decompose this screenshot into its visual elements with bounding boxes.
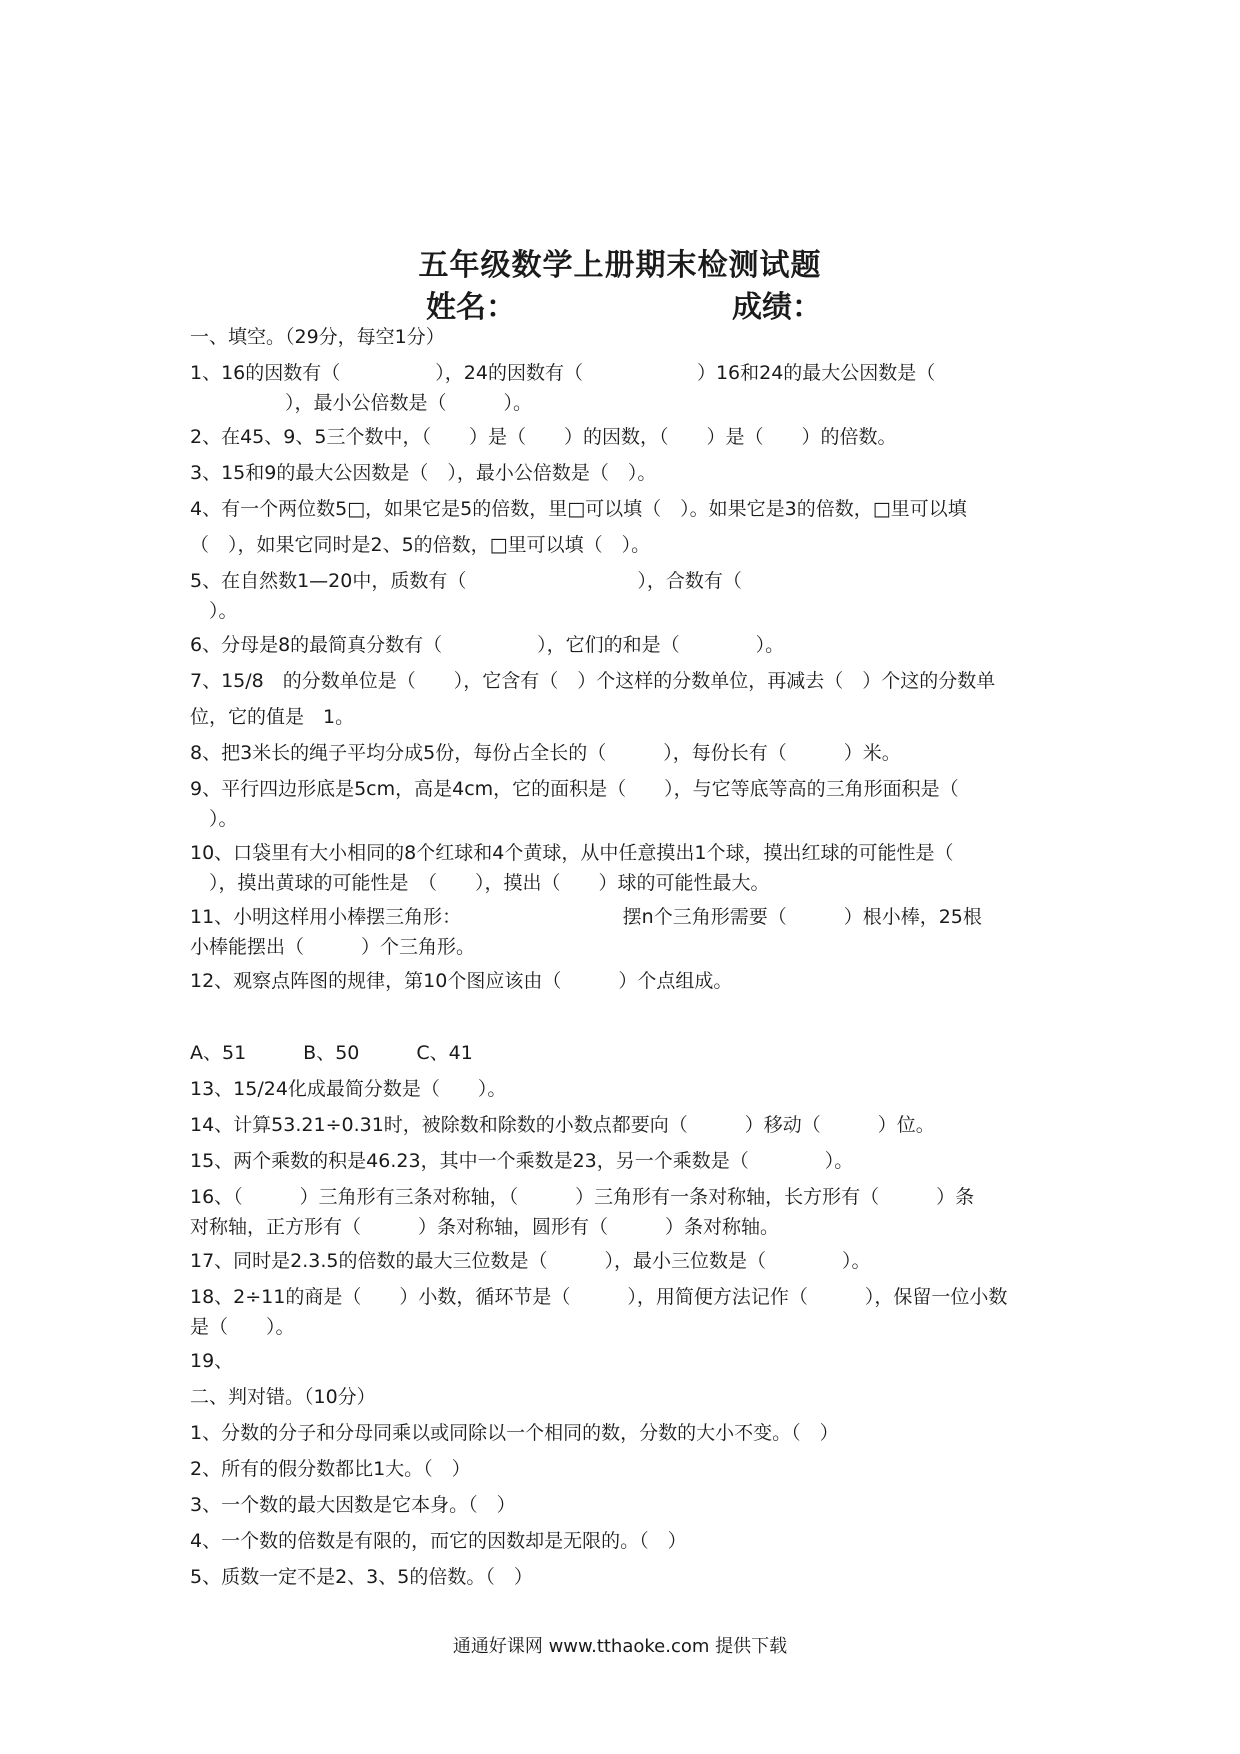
section-heading: 二、判对错。（10分） [190,1386,376,1408]
question-line: 2、在45、9、5三个数中，（ ）是（ ）的因数，（ ）是（ ）的倍数。 [190,426,897,448]
question-line: 是（ ）。 [190,1316,295,1338]
name-label: 姓名： [426,290,516,325]
question-line: ），最小公倍数是（ ）。 [190,392,533,414]
question-line: 6、分母是8的最简真分数有（ ），它们的和是（ ）。 [190,634,785,656]
question-line: 17、同时是2.3.5的倍数的最大三位数是（ ），最小三位数是（ ）。 [190,1250,871,1272]
question-line: 5、在自然数1—20中，质数有（ ），合数有（ [190,570,742,592]
question-line: ），摸出黄球的可能性是 （ ），摸出（ ）球的可能性最大。 [190,872,770,894]
question-line: 15、两个乘数的积是46.23，其中一个乘数是23，另一个乘数是（ ）。 [190,1150,854,1172]
question-line: 8、把3米长的绳子平均分成5份，每份占全长的（ ），每份长有（ ）米。 [190,742,901,764]
question-line: 4、有一个两位数5□，如果它是5的倍数，里□可以填（ ）。如果它是3的倍数，□里可以填 [190,498,967,520]
question-line: 7、15/8 的分数单位是（ ），它含有（ ）个这样的分数单位，再减去（ ）个这的分数单 [190,670,996,692]
question-line: 5、质数一定不是2、3、5的倍数。（ ） [190,1566,533,1588]
answer-choices: A、51 B、50 C、41 [190,1042,473,1064]
question-line: 2、所有的假分数都比1大。（ ） [190,1458,471,1480]
question-line: 19、 [190,1350,234,1372]
question-line: 小棒能摆出（ ）个三角形。 [190,936,476,958]
question-line: 3、一个数的最大因数是它本身。（ ） [190,1494,516,1516]
page-title: 五年级数学上册期末检测试题 [418,248,822,283]
section-heading: 一、填空。（29分，每空1分） [190,326,445,348]
question-line: 1、16的因数有（ ），24的因数有（ ）16和24的最大公因数是（ [190,362,936,384]
question-line: 位，它的值是 1。 [190,706,355,728]
student-info-line [0,282,1240,325]
question-line: 9、平行四边形底是5cm，高是4cm，它的面积是（ ），与它等底等高的三角形面积是（ [190,778,959,800]
question-line: ）。 [190,808,238,830]
question-line: 4、一个数的倍数是有限的，而它的因数却是无限的。（ ） [190,1530,687,1552]
question-line: 3、15和9的最大公因数是（ ），最小公倍数是（ ）。 [190,462,657,484]
question-line: 10、口袋里有大小相同的8个红球和4个黄球，从中任意摸出1个球，摸出红球的可能性是（ [190,842,954,864]
question-line: 18、2÷11的商是（ ）小数，循环节是（ ），用简便方法记作（ ），保留一位小数 [190,1286,1008,1308]
question-line: ）。 [190,600,238,622]
question-line: 16、（ ）三角形有三条对称轴，（ ）三角形有一条对称轴，长方形有（ ）条 [190,1186,975,1208]
question-line: 14、计算53.21÷0.31时，被除数和除数的小数点都要向（ ）移动（ ）位。 [190,1114,935,1136]
score-label: 成绩： [732,290,822,325]
question-line: 13、15/24化成最简分数是（ ）。 [190,1078,507,1100]
footer-text: 通通好课网 www.tthaoke.com 提供下载 [452,1636,788,1657]
question-line: 1、分数的分子和分母同乘以或同除以一个相同的数，分数的大小不变。（ ） [190,1422,839,1444]
question-line: 12、观察点阵图的规律，第10个图应该由（ ）个点组成。 [190,970,733,992]
question-line: 对称轴，正方形有（ ）条对称轴，圆形有（ ）条对称轴。 [190,1216,780,1238]
question-line: 11、小明这样用小棒摆三角形： 摆n个三角形需要（ ）根小棒，25根 [190,906,982,928]
question-line: （ ），如果它同时是2、5的倍数，□里可以填（ ）。 [190,534,651,556]
